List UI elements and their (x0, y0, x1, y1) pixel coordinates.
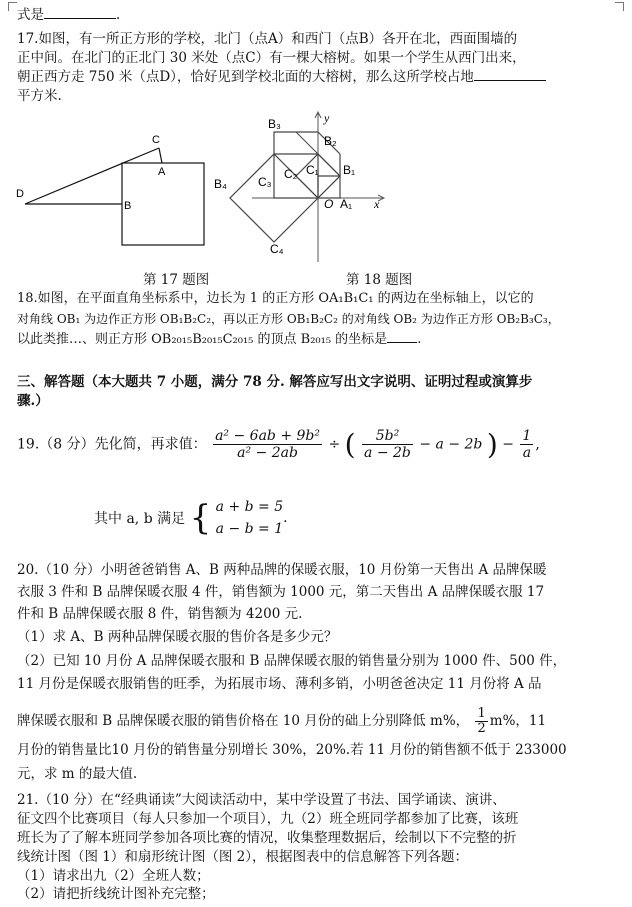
label-C: C (152, 134, 160, 146)
q20-line: 11 月份是保暖衣服销售的旺季，为拓展市场、薄利多销，小明爸爸决定 11 月份将 A 品 (17, 676, 542, 692)
label-B: B (124, 200, 132, 212)
q20-line: 件和 B 品牌保暖衣服 8 件，销售额为 4200 元. (17, 606, 303, 622)
q20-line: 牌保暖衣服和 B 品牌保暖衣服的销售价格在 10 月份的础上分别降低 m%， $\frac{1}{2}$ m%，11 (17, 706, 547, 736)
q21-line: 21.（10 分）在“经典诵读”大阅读活动中，某中学设置了书法、国学诵读、演讲、 (17, 792, 506, 808)
q18-line: 以此类推…、则正方形 OB₂₀₁₅B₂₀₁₅C₂₀₁₅ 的顶点 B₂₀₁₅ 的坐标是 . (17, 332, 422, 347)
figure-17-caption: 第 17 题图 (143, 272, 210, 288)
label-C4: C₄ (270, 242, 284, 256)
top-line: 式是 . (17, 7, 121, 23)
label-C2: C₂ (284, 167, 298, 181)
q19-expression: 19.（8 分）先化简，再求值： $\frac{\text{a² − 6ab + 9b²}}{\text{a² − 2ab}}$ ÷ ( $\frac{\text{5b²}}{a - 2b}$ − a − 2b ) − $\frac{1}{a}$ , (17, 428, 540, 461)
answer-blank (474, 68, 546, 81)
label-C1: C₁ (306, 163, 319, 177)
fraction: $\frac{\text{5b²}}{a - 2b}$ (364, 428, 411, 461)
q21-line: 征文四个比赛项目（每人只参加一个项目），九（2）班全班同学都参加了比赛，该班 (17, 811, 519, 827)
label-y: y (324, 111, 330, 125)
q21-line: 线统计图（图 1）和扇形统计图（图 2），根据图表中的信息解答下列各题： (17, 849, 469, 865)
label-A: A (158, 166, 166, 178)
answer-blank (387, 330, 417, 343)
section-heading: 三、解答题（本大题共 7 小题，满分 78 分. 解答应写出文字说明、证明过程或演算步 (17, 374, 533, 390)
q20-line: 衣服 3 件和 B 品牌保暖衣服 4 件，销售额为 1000 元，第二天售出 A 品牌保暖衣服 17 (17, 584, 545, 600)
q17-line: 朝正西方走 750 米（点D），恰好见到学校北面的大榕树，那么这所学校占地 (17, 68, 546, 86)
section-heading: 骤.） (17, 393, 49, 409)
label-B3: B₃ (268, 117, 281, 131)
q21-line: 班长为了了解本班同学参加各项比赛的情况，收集整理数据后，绘制以下不完整的折 (17, 830, 517, 846)
q20-line: 月份的销售量比10 月份的销售量分别增长 30%，20%.若 11 月份的销售额不低于 233000 (17, 742, 567, 758)
figure-18 (212, 110, 397, 265)
q20-line: （2）已知 10 月份 A 品牌保暖衣服和 B 品牌保暖衣服的销售量分别为 1000 件、500 件， (17, 653, 567, 669)
corner-mark-left (8, 2, 17, 11)
answer-blank (44, 6, 116, 19)
q20-line: 元，求 m 的最大值. (17, 766, 138, 782)
label-O: O (324, 197, 334, 211)
q17-line: 正中间。在北门的正北门 30 米处（点C）有一棵大榕树。如果一个学生从西门出来， (17, 50, 526, 66)
label-B4: B₄ (214, 177, 227, 191)
q20-line: （1）求 A、B 两种品牌保暖衣服的售价各是多少元？ (17, 629, 338, 645)
q18-line: 18.如图，在平面直角坐标系中，边长为 1 的正方形 OA₁B₁C₁ 的两边在坐标轴上，以它的 (17, 291, 534, 306)
label-C3: C₃ (258, 175, 272, 189)
label-B2: B₂ (324, 134, 337, 148)
q17-line: 17.如图，有一所正方形的学校，北门（点A）和西门（点B）各开在北，西面围墙的 (17, 31, 518, 47)
q21-line: （1）请求出九（2）全班人数； (17, 868, 210, 884)
label-A1: A₁ (340, 197, 353, 211)
q18-line: 对角线 OB₁ 为边作正方形 OB₁B₂C₂，再以正方形 OB₁B₂C₂ 的对角线 OB₂ 为边作正方形 OB₂B₃C₃， (17, 312, 560, 326)
label-D: D (16, 188, 24, 200)
fraction: $\frac{\text{a² − 6ab + 9b²}}{\text{a² − 2ab}}$ (215, 428, 320, 461)
q21-line: （2）请把折线统计图补充完整； (17, 886, 215, 902)
corner-mark-right (615, 2, 624, 11)
figure-18-caption: 第 18 题图 (346, 272, 413, 288)
label-B1: B₁ (343, 163, 356, 177)
q20-line: 20.（10 分）小明爸爸销售 A、B 两种品牌的保暖衣服，10 月份第一天售出 A 品牌保暖 (17, 562, 547, 578)
figure-17 (14, 125, 214, 255)
q19-condition: 其中 a, b 满足 { a + b = 5 a − b = 1 . (94, 498, 288, 538)
fraction: $\frac{1}{2}$ (477, 706, 486, 736)
q17-line: 平方米. (17, 88, 62, 104)
label-x: x (374, 197, 380, 211)
fraction: $\frac{1}{a}$ (522, 428, 532, 461)
